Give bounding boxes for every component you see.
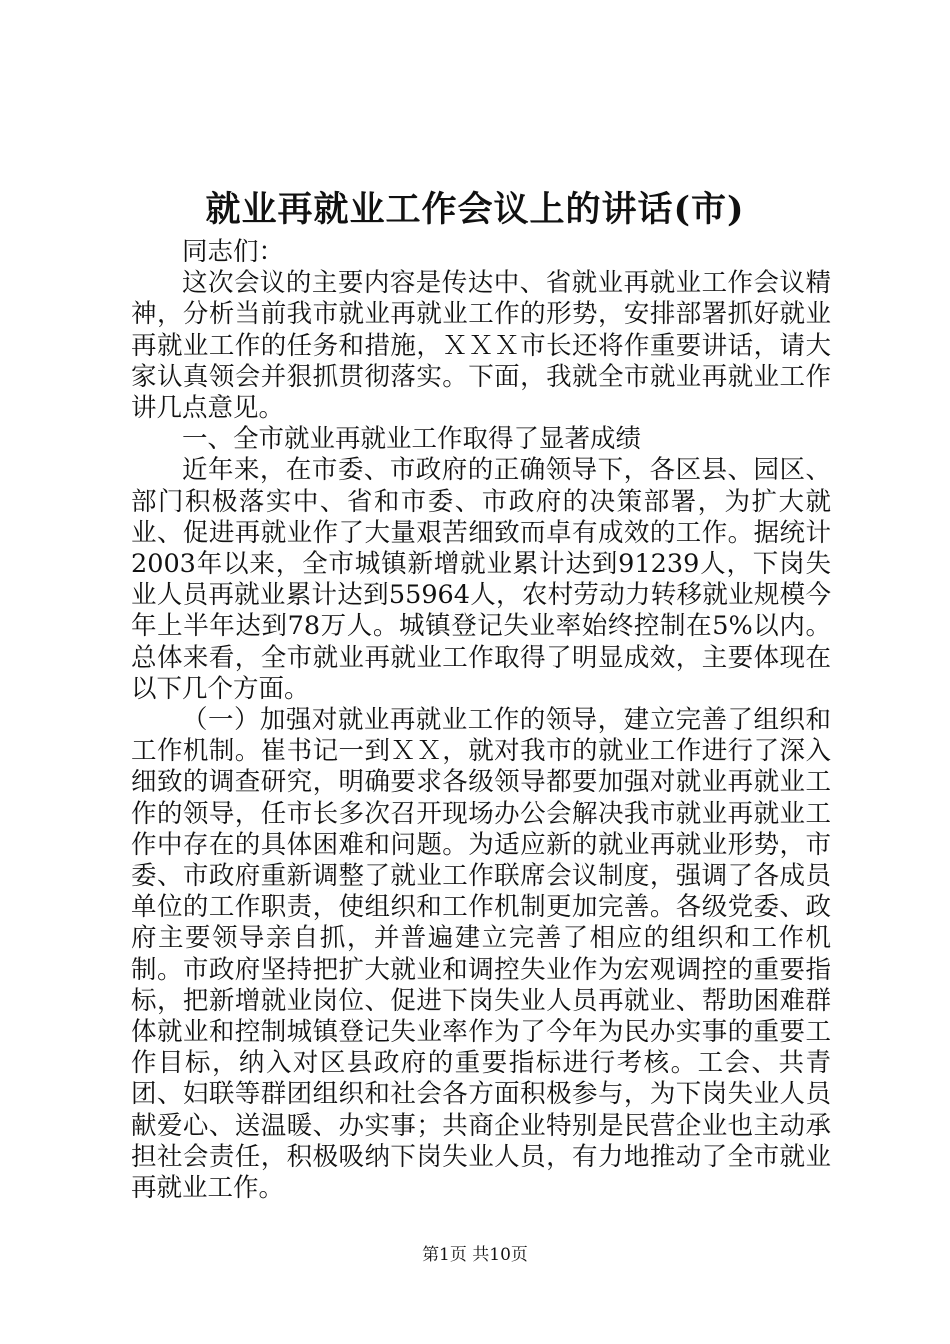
document-title: 就业再就业工作会议上的讲话(市) [205,189,745,230]
achievements-paragraph: 近年来，在市委、市政府的正确领导下，各区县、园区、部门积极落实中、省和市委、市政府的决策部署，为扩大就业、促进再就业作了大量艰苦细致而卓有成效的工作。据统计2003年以来，全市城镇新增就业累计达到91239人，下岗失业人员再就业累计达到55964人，农村劳动力转移就业规模今年上半年达到78万人。城镇登记失业率始终控制在5%以内。总体来看，全市就业再就业工作取得了明显成效，主要体现在以下几个方面。 [131,455,831,704]
document-body [131,237,831,1204]
subsection-paragraph: （一）加强对就业再就业工作的领导，建立完善了组织和工作机制。崔书记一到ＸＸ，就对我市的就业工作进行了深入细致的调查研究，明确要求各级领导都要加强对就业再就业工作的领导，任市长多次召开现场办公会解决我市就业再就业工作中存在的具体困难和问题。为适应新的就业再就业形势，市委、市政府重新调整了就业工作联席会议制度，强调了各成员单位的工作职责，使组织和工作机制更加完善。各级党委、政府主要领导亲自抓，并普遍建立完善了相应的组织和工作机制。市政府坚持把扩大就业和调控失业作为宏观调控的重要指标，把新增就业岗位、促进下岗失业人员再就业、帮助困难群体就业和控制城镇登记失业率作为了今年为民办实事的重要工作目标，纳入对区县政府的重要指标进行考核。工会、共青团、妇联等群团组织和社会各方面积极参与，为下岗失业人员献爱心、送温暖、办实事；共商企业特别是民营企业也主动承担社会责任，积极吸纳下岗失业人员，有力地推动了全市就业再就业工作。 [131,705,831,1204]
intro-paragraph: 这次会议的主要内容是传达中、省就业再就业工作会议精神，分析当前我市就业再就业工作的形势，安排部署抓好就业再就业工作的任务和措施，ＸＸＸ市长还将作重要讲话，请大家认真领会并狠抓贯彻落实。下面，我就全市就业再就业工作讲几点意见。 [131,268,831,424]
page-number-footer: 第1页 共10页 [422,1245,528,1265]
section-heading: 一、全市就业再就业工作取得了显著成绩 [182,424,642,455]
salutation-paragraph: 同志们： [182,237,285,267]
